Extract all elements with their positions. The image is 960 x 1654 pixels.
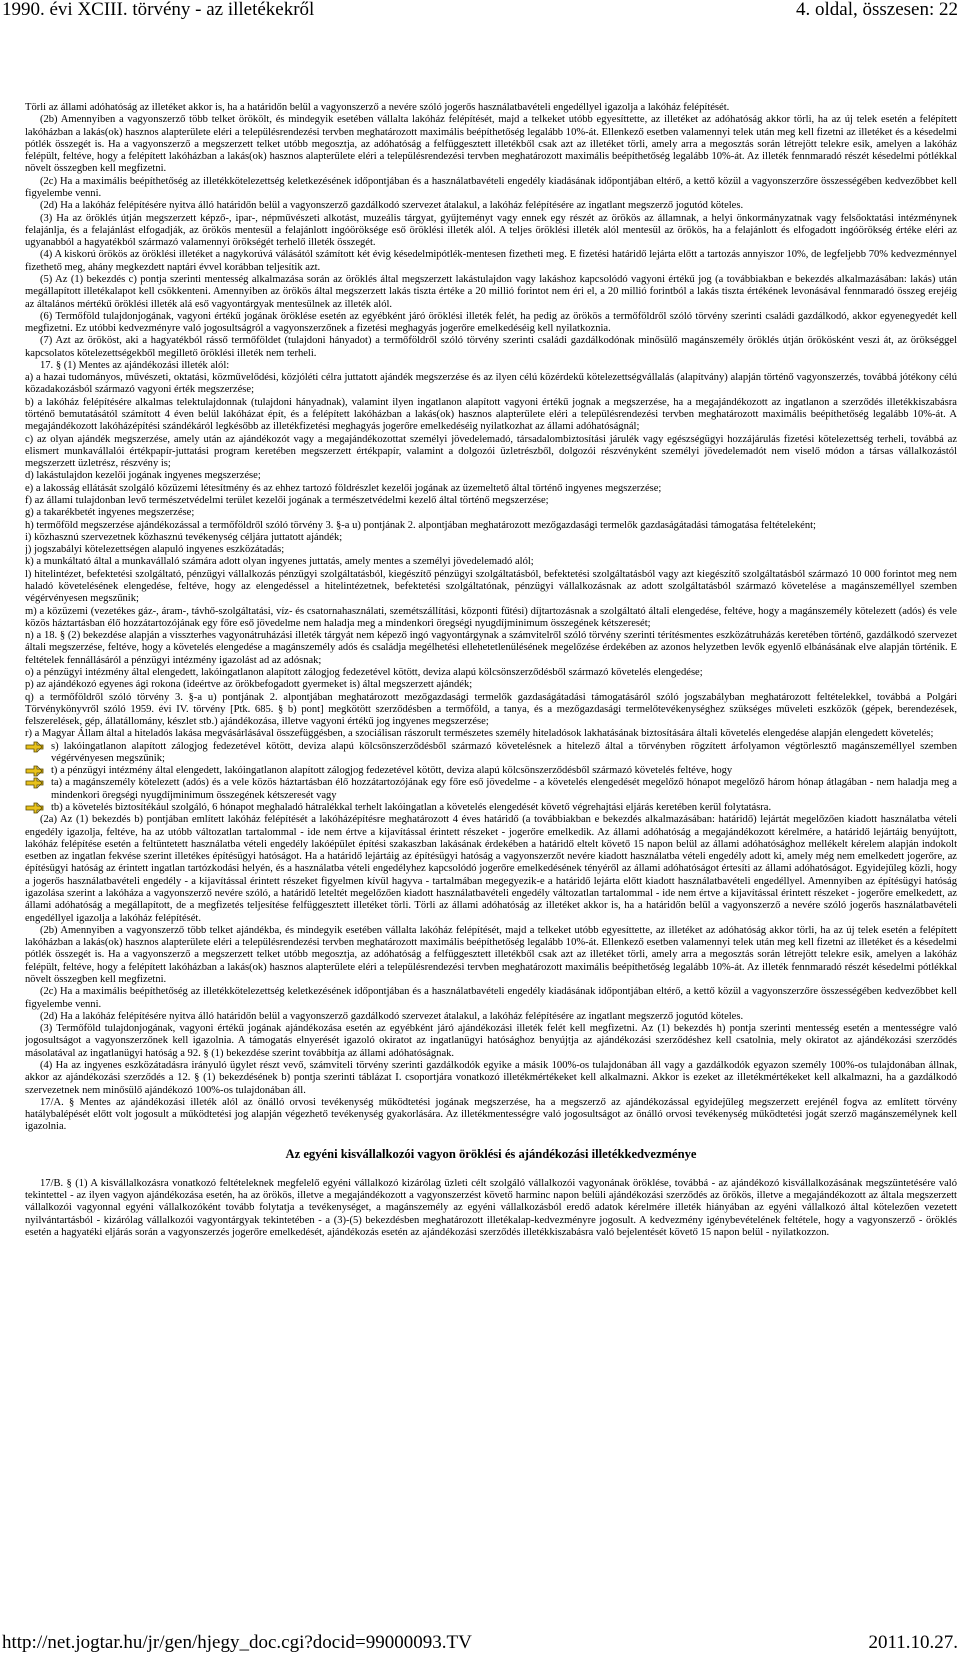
paragraph-text: d) lakástulajdon kezelői jogának ingyenes megszerzése; — [25, 470, 261, 482]
document-body — [25, 102, 957, 1624]
paragraph-text: t) a pénzügyi intézmény által elengedett, lakóingatlanon alapított zálogjog fedezetével kötött, deviza alapú kölcsönszerződésből származó követelés feltéve, hogy — [51, 765, 733, 777]
paragraph-text: (2c) Ha a maximális beépíthetőség az illetékkötelezettség keletkezésének időpontjában és a használatbavételi engedély kiadásának időpontjában eltérő, a kettő közül a vagyonszerzőre összességében kedvezőbbet kell figyelembe venni. — [25, 175, 957, 199]
paragraph — [25, 1011, 957, 1023]
paragraph-text: c) az olyan ajándék megszerzése, amely után az ajándékozót vagy a megajándékozottat személyi jövedelemadó, társadalombiztosítási járulék vagy egészségügyi hozzájárulás fizetési kötelezettség terheli, továbbá az elismert munkavállalói értékpapír-juttatási program keretében megszerzett értékpapír, valamint a dolgozói üzletrészből, dolgozói részvényként személyi jövedelemadót nem viselő módon a társas vállalkozástól megszerzett üzletrész, részvény is; — [25, 433, 957, 470]
paragraph — [25, 925, 957, 986]
paragraph-text: (2b) Amennyiben a vagyonszerző több telket örökölt, és mindegyik esetében vállalta lakóház felépítését, majd a telkeket utóbb egyesíttette, az illetéket az adóhatóság akkor törli, ha az új telek esetén a felépített lakóházban a lakás(ok) hasznos alapterülete eléri a településrendezési tervben meghatározott maximális beépíthetőség legalább 10%-át. Ellenkező esetben valamennyi telek után meg kell fizetni az illetéket és a késedelmi pótlék összegét is. Ha a vagyonszerző a megszerzett telket utóbb megosztja, az adóhatóság a felfüggesztett illetékből csak azt az illetéket törli, amely arra a megosztás során létrejött telekre esik, amelyen a lakóház felépült, feltéve, hogy a felépített lakóházban a lakás(ok) hasznos alapterülete eléri a településrendezési tervben meghatározott maximális beépíthetőség legalább 10%-át. Az illeték fennmaradó részét késedelmi pótlékkal növelt összegben kell megfizetni. — [25, 114, 957, 175]
paragraph — [25, 274, 957, 311]
document-title: 1990. évi XCIII. törvény - az illetékekről — [2, 0, 315, 20]
paragraph-text: (5) Az (1) bekezdés c) pontja szerinti mentesség alkalmazása során az öröklés által megszerzett lakástulajdon vagy lakáshoz kapcsolódó vagyoni értékű jog (a továbbiakban e bekezdés alkalmazásában: lakás) után megállapított illetékalapot kell csökkenteni. Amennyiben az örökös által megszerzett lakás tiszta értéke a 20 millió forintot nem éri el, a 20 millió forintból a lakás tiszta értékének levonásával fennmaradó összeg erejéig az általános mértékű öröklési illeték alá eső vagyontárgyak mentesülnek az illeték alól. — [25, 273, 957, 310]
paragraph-text: f) az állami tulajdonban levő természetvédelmi terület kezelői jogának a természetvédelmi kezelő által történő megszerzése; — [25, 495, 549, 506]
paragraph-text: Az egyéni kisvállalkozói vagyon öröklési és ajándékozási illetékkedvezménye — [285, 1146, 697, 1161]
list-item — [25, 532, 957, 544]
paragraph — [25, 1178, 957, 1239]
paragraph-text: 17/A. § Mentes az ajándékozási illeték alól az önálló orvosi tevékenység működtetési jogának megszerzése, ha a megszerző az ajándékozással egyidejűleg megszerzett erejénél fogva az említett törvény hatálybalépését előtt volt jogosult a működtetési jog alapján végezhető tevékenység gyakorlására. Az illetékmentességre való jogosultságot az önálló orvosi tevékenység működtetési jogát szerző magánszemélynek kell igazolnia. — [25, 1096, 957, 1133]
paragraph-text: (2d) Ha a lakóház felépítésére nyitva álló határidőn belül a vagyonszerző gazdálkodó szervezet átalakul, a lakóház felépítésére az ingatlant megszerző jogutód köteles. — [40, 200, 744, 212]
amended-item — [25, 802, 957, 814]
paragraph-text: m) a közüzemi (vezetékes gáz-, áram-, távhő-szolgáltatási, víz- és csatornahasználati, szemétszállítási, központi fűtési) díjtartozásnak a szolgáltató általi elengedése, feltéve, hogy a magánszemély kötelezett (adós) és vele közös háztartásban élő hozzátartozójának egy főre eső jövedelme nem haladja meg a mindenkori öregségi nyugdíjminimum összegének kétszeresét; — [25, 605, 957, 629]
list-item — [25, 507, 957, 519]
list-item — [25, 483, 957, 495]
list-item — [25, 667, 957, 679]
paragraph-text: s) lakóingatlanon alapított zálogjog fedezetével kötött, deviza alapú kölcsönszerződésből származó követelésnek a hitelező által a törvényben rögzített árfolyamon végtörlesztő magánszeméllyel szemben végérvényesen megszűnik; — [51, 740, 957, 764]
page-indicator: 4. oldal, összesen: 22 — [795, 0, 958, 20]
paragraph-text: e) a lakosság ellátását szolgáló közüzemi létesítmény és az ehhez tartozó földrészlet kezelői jogának az üzemeltető által történő ingyenes megszerzése; — [25, 482, 662, 494]
amended-item — [25, 765, 957, 777]
paragraph-text: b) a lakóház felépítésére alkalmas telektulajdonnak (tulajdoni hányadnak), valamint ilyen ingatlanon alapított vagyoni értékű jognak a megszerzése, ha a megajándékozott az ingatlanon a szerződés illetékkiszabásra történő bemutatásától számított 4 éven belül lakóházat épít, és a felépített lakóházban a lakás(ok) hasznos alapterülete eléri a településrendezési tervben meghatározott maximális beépíthetőség legalább 10%-át. A megajándékozott lakóházépítési szándékáról legkésőbb az illetékfizetési meghagyás jogerőre emelkedéséig nyilatkozhat az állami adóhatóságnál; — [25, 396, 957, 433]
paragraph-text: ta) a magánszemély kötelezett (adós) és a vele közös háztartásban élő hozzátartozójának egy főre eső jövedelme - a követelés elengedését megelőző hónapot megelőző három hónap átlagában - nem haladja meg a mindenkori öregségi nyugdíjminimum összegének kétszeresét vagy — [51, 777, 957, 801]
paragraph — [25, 200, 957, 212]
paragraph-text: g) a takarékbetét ingyenes megszerzése; — [25, 507, 195, 519]
paragraph-text: (4) Ha az ingyenes eszközátadásra irányuló ügylet részt vevő, számviteli törvény szerinti gazdálkodók egyike a másik 100%-os tulajdonában áll vagy a gazdálkodók egyazon személy 100%-os tulajdonában állnak, akkor az ajándékozási szerződés a 12. § (1) bekezdésének b) pontja szerinti táblázat I. csoportjára vonatkozó illetékmértékeket kell alkalmazni. Akkor is ezeket az illetékmértékeket kell alkalmazni, ha a gazdálkodó szervezetnek nem minősülő ajándékozó 100%-os tulajdonában áll. — [25, 1059, 957, 1096]
amended-item — [25, 777, 957, 802]
list-item — [25, 569, 957, 606]
paragraph — [25, 986, 957, 1011]
paragraph — [25, 176, 957, 201]
paragraph-text: 17/B. § (1) A kisvállalkozásra vonatkozó feltételeknek megfelelő egyéni vállalkozó kizárólag üzleti célt szolgáló vállalkozói vagyonának öröklése, továbbá - az ajándékozó kisvállalkozásának megszüntetésére való tekintettel - az ilyen vagyon ajándékozása esetén, ha az örökös, illetve a megajándékozott a vagyonszerzést követő harminc napon belüli ajándékozási szerződés az örökös, illetve a megajándékozott az általa megszerzett vállalkozói vagyonnal egyéni vállalkozóként tovább folytatja a tevékenységet, a magánszemély az egyéni vállalkozásból eredő adatok kérelmére illeték hiányában az egyéni vállalkozó által kötelezően vezetett nyilvántartásból - kizárólag vállalkozói vagyontárgyak tekintetében - a (3)-(5) bekezdésben meghatározott illetékalap-kedvezményre jogosult. A kedvezmény igénybevételének feltétele, hogy a vagyonszerző - öröklés esetén a hagyatéki eljárás során a vagyonszerzés jogerőre emelkedését, ajándékozás esetén az ajándékozási szerződés illetékkiszabásra való bejelentését követő 15 napon belül - nyilatkozzon. — [25, 1177, 957, 1239]
paragraph-text: o) a pénzügyi intézmény által elengedett, lakóingatlanon alapított zálogjog fedezetével kötött, deviza alapú kölcsönszerződésből származó követelés elengedése; — [25, 666, 703, 678]
paragraph-text: (7) Azt az örököst, aki a hagyatékból rásső termőföldet (tulajdoni hányadot) a termőföldről szóló törvény szerinti családi gazdálkodónak minősülő magánszemély öröklés útján örökösként veszi át, az örökséggel kapcsolatos kötelezettségekből megillető öröklési illeték nem terheli. — [25, 335, 957, 359]
list-item — [25, 544, 957, 556]
section-title — [25, 1148, 957, 1160]
paragraph — [25, 814, 957, 925]
paragraph-text: (2b) Amennyiben a vagyonszerző több telket ajándékba, és mindegyik esetében vállalta lakóház felépítését, majd a telkeket utóbb egyesíttette, az illetéket az adóhatóság akkor törli, ha az új telek esetén a felépített lakóházban a lakás(ok) hasznos alapterülete eléri a településrendezési tervben meghatározott maximális beépíthetőség legalább 10%-át. Ellenkező esetben valamennyi telek után meg kell fizetni az illetéket és a késedelmi pótlék összegét is. Ha a vagyonszerző a megszerzett telket utóbb megosztja, az adóhatóság a felfüggesztett illetékből csak azt az illetéket törli, amely arra a megosztás során létrejött telekre esik, amelyen a lakóház felépült, feltéve, hogy a felépített lakóházban a lakás(ok) hasznos alapterülete eléri a településrendezési tervben meghatározott maximális beépíthetőség legalább 10%-át. Az illeték fennmaradó részét késedelmi pótlékkal növelt összegben kell megfizetni. — [25, 924, 957, 985]
paragraph-text: (2c) Ha a maximális beépíthetőség az illetékkötelezettség keletkezésének időpontjában és a használatbavételi engedély kiadásának időpontjában eltérő, a kettő közül a vagyonszerzőre összességében kedvezőbbet kell figyelembe venni. — [25, 986, 957, 1010]
paragraph — [25, 1097, 957, 1134]
list-item — [25, 495, 957, 507]
paragraph-text: (3) Ha az öröklés útján megszerzett képző-, ipar-, népművészeti alkotást, muzeális tárgyat, gyűjteményt vagy ennek egy részét az örökös az államnak, a helyi önkormányzatnak vagy felsőoktatási intézménynek felajánlja, és a felajánlást elfogadják, az örökös mentesül a felajánlott ingóöröksége eső öröklési illeték alól. A teljes öröklési illeték alól mentesül az örökös, ha a felajánlott és elfogadott ingóörökség értéke eléri az ugyanabból a hagyatékból származó valamennyi örökségét terhelő illeték összegét. — [25, 212, 957, 249]
amended-item — [25, 741, 957, 766]
list-item — [25, 692, 957, 729]
list-item — [25, 434, 957, 471]
paragraph-text: j) jogszabályi kötelezettségen alapuló ingyenes eszközátadás; — [25, 544, 285, 556]
list-item — [25, 556, 957, 568]
paragraph-text: Törli az állami adóhatóság az illetéket akkor is, ha a határidőn belül a vagyonszerző a nevére szóló jogerős használatbavételi engedéllyel igazolja a lakóház felépítését. — [25, 102, 730, 113]
list-item — [25, 470, 957, 482]
list-item — [25, 606, 957, 631]
paragraph — [25, 311, 957, 336]
paragraph — [25, 1060, 957, 1097]
paragraph-text: 17. § (1) Mentes az ajándékozási illeték alól: — [40, 359, 230, 371]
document-url: http://net.jogtar.hu/jr/gen/hjegy_doc.cgi?docid=99000093.TV — [2, 1632, 472, 1653]
paragraph — [25, 114, 957, 175]
paragraph-text: (3) Termőföld tulajdonjogának, vagyoni értékű jogának ajándékozása esetén az egyébként járó ajándékozási illeték felét kell megfizetni. Az (1) bekezdés h) pontja szerinti mentesség esetén a mentességre való jogosultságot a vagyonszerzőnek kell igazolnia. A támogatás elnyerését igazoló okiratot az ingatlanügyi hatósághoz benyújtja az ajándékozási szerződéshez kell csatolnia, mely okiratot az ajándékozási szerződés másolatával az ingatlanügyi hatóság a 92. § (1) bekezdése szerint továbbítja az állami adóhatóságnak. — [25, 1023, 957, 1059]
list-item — [25, 520, 957, 532]
paragraph — [25, 213, 957, 250]
pointing-hand-icon — [25, 741, 45, 753]
paragraph-text: (4) A kiskorú örökös az öröklési illetéket a nagykorúvá válásától számított két évig késedelmipótlék-mentesen fizetheti meg. E fizetési határidő lejárta előtt a tartozás annyiszor 10%, de legfeljebb 70% kedvezménnyel fizethető meg, ahány megkezdett naptári évvel korábban teljesítik azt. — [25, 249, 957, 273]
list-item — [25, 397, 957, 434]
list-item — [25, 728, 957, 740]
paragraph-text: l) hitelintézet, befektetési szolgáltató, pénzügyi vállalkozás pénzügyi szolgáltatásból, kiegészítő pénzügyi szolgáltatásból, befektetési szolgáltatásból vagy azt kiegészítő szolgáltatásból származó 10 000 forintot meg nem haladó követelésének elengedése, feltéve, hogy az elengedéssel a hitelintézetnek, befektetési szolgáltatónak, pénzügyi vállalkozásnak az adott szolgáltatásból származó követelése a magánszeméllyel szemben végérvényesen megszűnik; — [25, 568, 957, 605]
pointing-hand-icon — [25, 777, 45, 789]
paragraph-text: (6) Termőföld tulajdonjogának, vagyoni értékű jogának öröklése esetén az egyébként járó öröklési illeték felét, ha pedig az örökös a termőföldről szóló törvény szerinti családi gazdálkodó, akkor egyenegyedét kell megfizetni. Ez utóbbi kedvezményre való jogosultságról a vagyonszerzőnek a fizetési meghagyás jogerőre emelkedéséig kell nyilatkoznia. — [25, 310, 957, 335]
pointing-hand-icon — [25, 802, 45, 814]
page-header — [0, 0, 960, 24]
paragraph — [25, 102, 957, 114]
paragraph — [25, 360, 957, 372]
paragraph-text: a) a hazai tudományos, művészeti, oktatási, közművelődési, közjóléti célra juttatott ajándék megszerzése és az ilyen célú közérdekű kötelezettségvállalás (alapítvány) alapján történő vagyonszerzés, továbbá jótékony célú közadakozásból származó vagyoni érték megszerzése; — [25, 372, 957, 396]
paragraph-text: (2a) Az (1) bekezdés b) pontjában említett lakóház felépítését a lakóházépítésre meghatározott 4 éves határidő (a továbbiakban e bekezdés alkalmazásában: határidő) lejártát megelőzően kiadott használatba vételi engedély igazolja, feltéve, ha az utóbb változatlan tartalommal - ide nem értve a kijavítással érintett részeket - jogerőre emelkedik. Az állami adóhatóság a megajándékozott kérelmére, a határidő lejártáig benyújtott, lakóház felépítése esetén a feltüntetett használatba vételi engedély lakóépület építési szakaszban lakásának érdekében a határidő eltelt követő 15 napon belül az állami adóhatósághoz mellékelt kérelem alapján indokolt esetben az ingatlan fekvése szerint illetékes építésügyi hatóságot. Ha a határidő lejártáig az építésügyi hatóság a vagyonszerzőt nevére kiadott használatba vételi engedély adott ki, amely még nem emelkedett jogerőre, az építésügyi hatóság az érintett ingatlan tartózkodási helyén, és a használatba vételi engedélyhez kapcsolódó jogerőre emelkedésének tényéről az állami adóhatóságot értesíti az állami adóhatóságot. Egyidejűleg közli, hogy a jogerős használatbavételi engedély - a kijavítással érintett részeket figyelmen kívül hagyva - tartalmában megegyezik-e a határidő lejárta előtt kiadott használatbavételi engedéllyel. Amennyiben az építésügyi hatóság igazolása szerint a lakóháza a vagyonszerző nevére szóló, a határidő leteltét megelőzően kiadott használatbavételi engedély változatlan tartalommal - ide nem értve a kijavítással érintett részeket - jogerőre emelkedett, az állami adóhatóság a megállapított, de a megfizetés teljesítése felfüggesztett illetéket törli. Törli az állami adóhatóság az illetéket akkor is, ha a határidőn belül a vagyonszerző a nevére szóló jogerős használatbavételi engedéllyel igazolja a lakóház felépítését. — [25, 814, 957, 924]
paragraph — [25, 1023, 957, 1060]
paragraph-text: k) a munkáltató által a munkavállaló számára adott olyan ingyenes juttatás, amely mentes a személyi jövedelemadó alól; — [25, 556, 534, 568]
paragraph-text: p) az ajándékozó egyenes ági rokona (ideértve az örökbefogadott gyermeket is) által megszerzett ajándék; — [25, 679, 473, 691]
paragraph-text: (2d) Ha a lakóház felépítésére nyitva álló határidőn belül a vagyonszerző gazdálkodó szervezet átalakul, a lakóház felépítésére az ingatlant megszerző jogutód köteles. — [40, 1010, 744, 1022]
paragraph — [25, 249, 957, 274]
paragraph-text: r) a Magyar Állam által a hiteladós lakása megvásárlásával összefüggésben, a szociálisan rászorult természetes személy hiteladósok lakhatásának biztosítására általi követelés elengedése alapján elengedett követelés; — [25, 728, 934, 740]
paragraph-text: n) a 18. § (2) bekezdése alapján a visszterhes vagyonátruházási illeték tárgyát nem képező ingó vagyontárgynak a számvitelről szóló törvény szerinti térítésmentes eszközátruházás keretében történő, gazdálkodó szervezet általi megszerzése, feltéve, hogy a követelés elengedése a magánszemély adós és családja megélhetési ellehetetlenülésének megelőzése érdekében az azonos helyzetben levők egyenlő elbánásának elve alapján történik. E feltételek fennállásáról a pénzügyi intézmény igazolást ad az adósnak; — [25, 630, 957, 666]
paragraph-text: i) közhasznú szervezetnek közhasznú tevékenység céljára juttatott ajándék; — [25, 531, 343, 543]
pointing-hand-icon — [25, 765, 45, 777]
paragraph-text: h) termőföld megszerzése ajándékozással a termőföldről szóló törvény 3. §-a u) pontjának 2. alpontjában meghatározott mezőgazdasági termelők gazdaságátadási támogatása feltételeként; — [25, 519, 816, 531]
paragraph — [25, 335, 957, 360]
paragraph-text: tb) a követelés biztosítékául szolgáló, 6 hónapot meghaladó hátralékkal terhelt lakóingatlan a követelés elengedését követő végrehajtási eljárás keretében kerül folytatásra. — [51, 802, 772, 814]
list-item — [25, 679, 957, 691]
page-footer — [0, 1632, 960, 1654]
paragraph-text: q) a termőföldről szóló törvény 3. §-a u) pontjának 2. alpontjában meghatározott mezőgazdasági termelők gazdaságátadási támogatásáról szóló jogszabályban meghatározott feltételekkel, továbbá a Polgári Törvénykönyvről szóló 1959. évi IV. törvény [Ptk. 685. § b) pont] megkötött szerződésben a termőföld, a tanya, és a mezőgazdasági termelőtevékenységhez szükséges műveleti eszközök (gépek, berendezések, felszerelések, gép, állatállomány, készlet stb.) ajándékozása, illetve vagyoni értékű jog ingyenes megszerzése; — [25, 691, 957, 728]
print-date: 2011.10.27. — [868, 1632, 958, 1653]
list-item — [25, 630, 957, 667]
list-item — [25, 372, 957, 397]
